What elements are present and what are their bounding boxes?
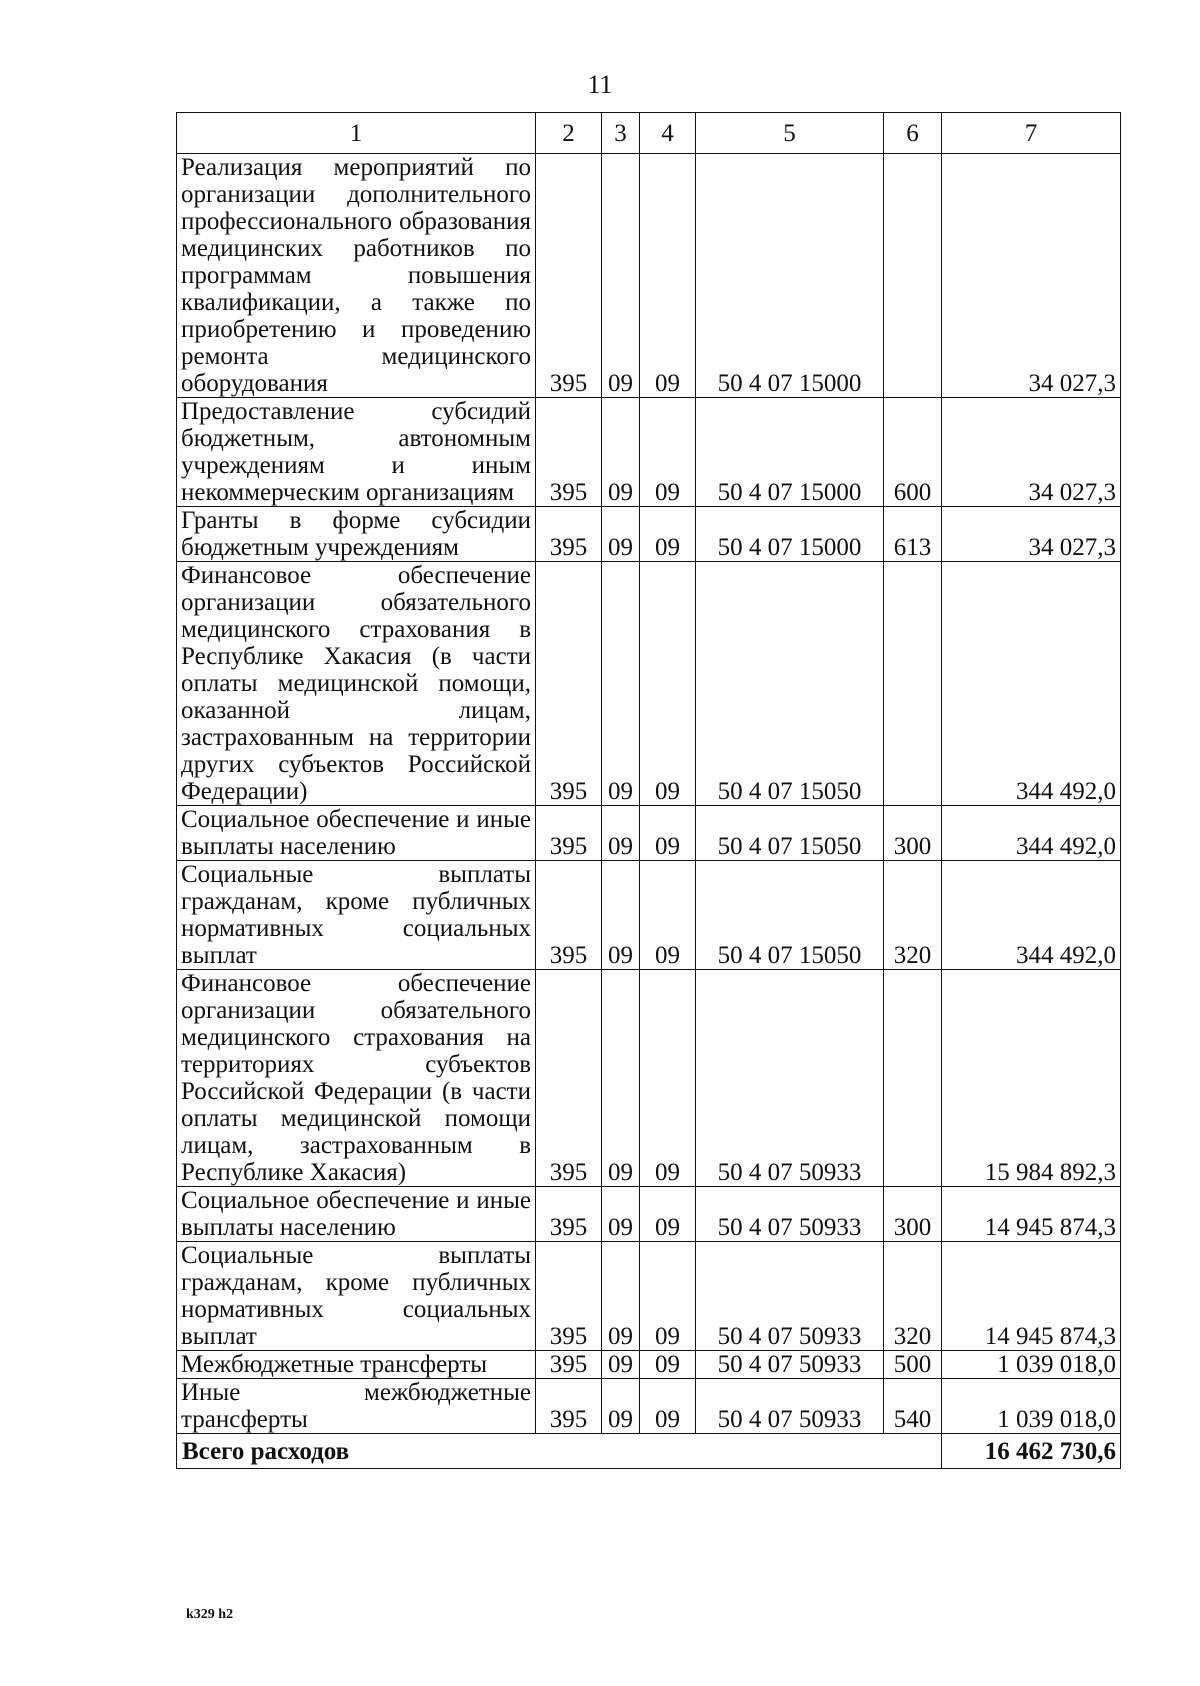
cell-amount: 1 039 018,0 — [942, 1351, 1121, 1379]
row-name: Предоставление субсидий бюджетным, автономным учреждениям и иным некоммерческим организациям — [177, 398, 536, 507]
cell-amount: 344 492,0 — [942, 806, 1121, 861]
cell-admin-code: 395 — [536, 154, 602, 398]
cell-subsection: 09 — [640, 1187, 696, 1242]
cell-section: 09 — [602, 970, 640, 1187]
cell-target-article: 50 4 07 50933 — [696, 970, 884, 1187]
cell-amount: 344 492,0 — [942, 562, 1121, 806]
column-header: 7 — [942, 113, 1121, 154]
row-name: Гранты в форме субсидии бюджетным учреждениям — [177, 507, 536, 562]
cell-target-article: 50 4 07 15000 — [696, 507, 884, 562]
table-row — [177, 861, 1121, 970]
row-name: Социальное обеспечение и иные выплаты населению — [177, 1187, 536, 1242]
total-row — [177, 1434, 1121, 1469]
column-header: 2 — [536, 113, 602, 154]
cell-target-article: 50 4 07 15050 — [696, 806, 884, 861]
cell-target-article: 50 4 07 15050 — [696, 861, 884, 970]
cell-admin-code: 395 — [536, 806, 602, 861]
cell-amount: 15 984 892,3 — [942, 970, 1121, 1187]
cell-expense-type: 320 — [884, 1242, 942, 1351]
row-name: Финансовое обеспечение организации обязательного медицинского страхования в Республике Хакасия (в части оплаты медицинской помощи, оказанной лицам, застрахованным на территории других субъектов Российской Федерации) — [177, 562, 536, 806]
cell-section: 09 — [602, 1187, 640, 1242]
row-name: Социальные выплаты гражданам, кроме публичных нормативных социальных выплат — [177, 861, 536, 970]
cell-subsection: 09 — [640, 970, 696, 1187]
cell-target-article: 50 4 07 15050 — [696, 562, 884, 806]
cell-section: 09 — [602, 1379, 640, 1434]
cell-admin-code: 395 — [536, 562, 602, 806]
cell-expense-type — [884, 970, 942, 1187]
footer-code: k329 h2 — [186, 1607, 234, 1622]
row-name: Финансовое обеспечение организации обязательного медицинского страхования на территориях субъектов Российской Федерации (в части оплаты медицинской помощи лицам, застрахованным в Республике Хакасия) — [177, 970, 536, 1187]
cell-section: 09 — [602, 1351, 640, 1379]
cell-admin-code: 395 — [536, 1379, 602, 1434]
cell-section: 09 — [602, 806, 640, 861]
cell-subsection: 09 — [640, 1242, 696, 1351]
cell-amount: 34 027,3 — [942, 398, 1121, 507]
cell-target-article: 50 4 07 50933 — [696, 1242, 884, 1351]
cell-expense-type: 600 — [884, 398, 942, 507]
cell-admin-code: 395 — [536, 507, 602, 562]
cell-amount: 1 039 018,0 — [942, 1379, 1121, 1434]
cell-subsection: 09 — [640, 806, 696, 861]
cell-subsection: 09 — [640, 1351, 696, 1379]
cell-subsection: 09 — [640, 507, 696, 562]
cell-target-article: 50 4 07 15000 — [696, 154, 884, 398]
cell-expense-type: 300 — [884, 806, 942, 861]
page-number: 11 — [587, 70, 613, 99]
cell-section: 09 — [602, 1242, 640, 1351]
cell-subsection: 09 — [640, 562, 696, 806]
cell-target-article: 50 4 07 50933 — [696, 1379, 884, 1434]
total-amount: 16 462 730,6 — [942, 1434, 1121, 1469]
cell-expense-type: 613 — [884, 507, 942, 562]
table-row — [177, 154, 1121, 398]
cell-section: 09 — [602, 154, 640, 398]
cell-subsection: 09 — [640, 398, 696, 507]
row-name: Реализация мероприятий по организации дополнительного профессионального образования медицинских работников по программам повышения квалификации, а также по приобретению и проведению ремонта медицинского оборудования — [177, 154, 536, 398]
cell-admin-code: 395 — [536, 398, 602, 507]
cell-admin-code: 395 — [536, 1351, 602, 1379]
cell-admin-code: 395 — [536, 1187, 602, 1242]
cell-subsection: 09 — [640, 154, 696, 398]
cell-admin-code: 395 — [536, 970, 602, 1187]
cell-amount: 34 027,3 — [942, 154, 1121, 398]
cell-amount: 344 492,0 — [942, 861, 1121, 970]
cell-expense-type — [884, 562, 942, 806]
column-header: 5 — [696, 113, 884, 154]
cell-subsection: 09 — [640, 1379, 696, 1434]
row-name: Социальные выплаты гражданам, кроме публичных нормативных социальных выплат — [177, 1242, 536, 1351]
table-row — [177, 1379, 1121, 1434]
row-name: Иные межбюджетные трансферты — [177, 1379, 536, 1434]
cell-amount: 34 027,3 — [942, 507, 1121, 562]
budget-table — [176, 112, 1121, 1469]
table-row — [177, 507, 1121, 562]
cell-admin-code: 395 — [536, 1242, 602, 1351]
cell-amount: 14 945 874,3 — [942, 1242, 1121, 1351]
table-row — [177, 562, 1121, 806]
column-header: 4 — [640, 113, 696, 154]
cell-section: 09 — [602, 398, 640, 507]
cell-subsection: 09 — [640, 861, 696, 970]
cell-expense-type: 540 — [884, 1379, 942, 1434]
cell-expense-type: 500 — [884, 1351, 942, 1379]
cell-section: 09 — [602, 507, 640, 562]
table-header-row — [177, 113, 1121, 154]
table-row — [177, 398, 1121, 507]
table-row — [177, 1351, 1121, 1379]
table-row — [177, 970, 1121, 1187]
cell-expense-type: 300 — [884, 1187, 942, 1242]
cell-target-article: 50 4 07 15000 — [696, 398, 884, 507]
table-row — [177, 1187, 1121, 1242]
cell-expense-type — [884, 154, 942, 398]
cell-section: 09 — [602, 562, 640, 806]
column-header: 6 — [884, 113, 942, 154]
table-row — [177, 806, 1121, 861]
total-label: Всего расходов — [177, 1434, 942, 1469]
column-header: 3 — [602, 113, 640, 154]
row-name: Социальное обеспечение и иные выплаты населению — [177, 806, 536, 861]
column-header: 1 — [177, 113, 536, 154]
cell-target-article: 50 4 07 50933 — [696, 1351, 884, 1379]
table-row — [177, 1242, 1121, 1351]
cell-admin-code: 395 — [536, 861, 602, 970]
cell-target-article: 50 4 07 50933 — [696, 1187, 884, 1242]
cell-section: 09 — [602, 861, 640, 970]
cell-amount: 14 945 874,3 — [942, 1187, 1121, 1242]
cell-expense-type: 320 — [884, 861, 942, 970]
row-name: Межбюджетные трансферты — [177, 1351, 536, 1379]
